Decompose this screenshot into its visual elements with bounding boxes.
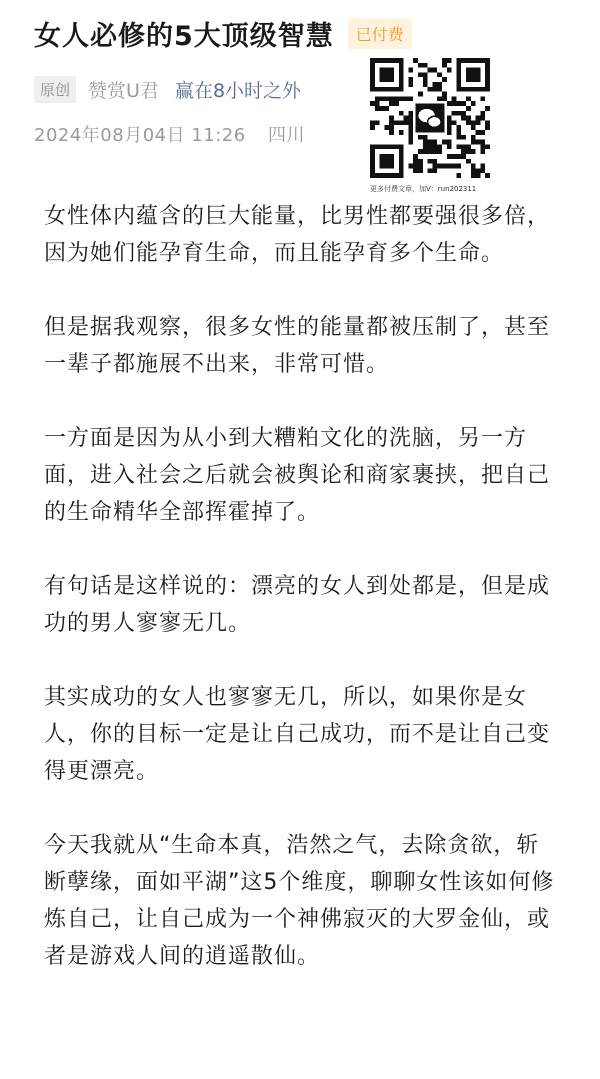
qr-code-block[interactable] [370, 58, 490, 194]
paid-badge: 已付费 [348, 18, 412, 49]
title-row [34, 14, 412, 53]
date-row [34, 121, 305, 147]
original-badge: 原创 [34, 76, 76, 103]
meta-row [34, 76, 301, 103]
article-paragraph: 其实成功的女人也寥寥无几，所以，如果你是女人，你的目标一定是让自己成功，而不是让自己变得更漂亮。 [44, 685, 551, 784]
article-paragraph: 今天我就从“生命本真，浩然之气，去除贪欲，斩断孽缘，面如平湖”这5个维度，聊聊女性该如何修炼自己，让自己成为一个神佛寂灭的大罗金仙，或者是游戏人间的逍遥散仙。 [44, 833, 555, 969]
location: 四川 [267, 125, 305, 146]
qr-caption: 更多付费文章，加V：run202311 [370, 185, 477, 193]
article-paragraph: 女性体内蕴含的巨大能量，比男性都要强很多倍，因为她们能孕育生命，而且能孕育多个生命。 [44, 204, 551, 266]
article-paragraph: 有句话是这样说的：漂亮的女人到处都是，但是成功的男人寥寥无几。 [44, 574, 551, 636]
author-name[interactable]: 赞赏U君 [88, 80, 159, 102]
article-paragraph: 一方面是因为从小到大糟粕文化的洗脑，另一方面，进入社会之后就会被舆论和商家裹挟，把自己的生命精华全部挥霍掉了。 [44, 426, 551, 525]
account-name-link[interactable]: 赢在8小时之外 [174, 80, 302, 102]
article-title: 女人必修的5大顶级智慧 [34, 21, 334, 52]
publish-time: 2024年08月04日 11:26 [34, 125, 246, 146]
article-paragraph: 但是据我观察，很多女性的能量都被压制了，甚至一辈子都施展不出来，非常可惜。 [44, 315, 551, 377]
article-content [44, 198, 556, 1012]
wechat-qr-code-icon [370, 58, 490, 178]
